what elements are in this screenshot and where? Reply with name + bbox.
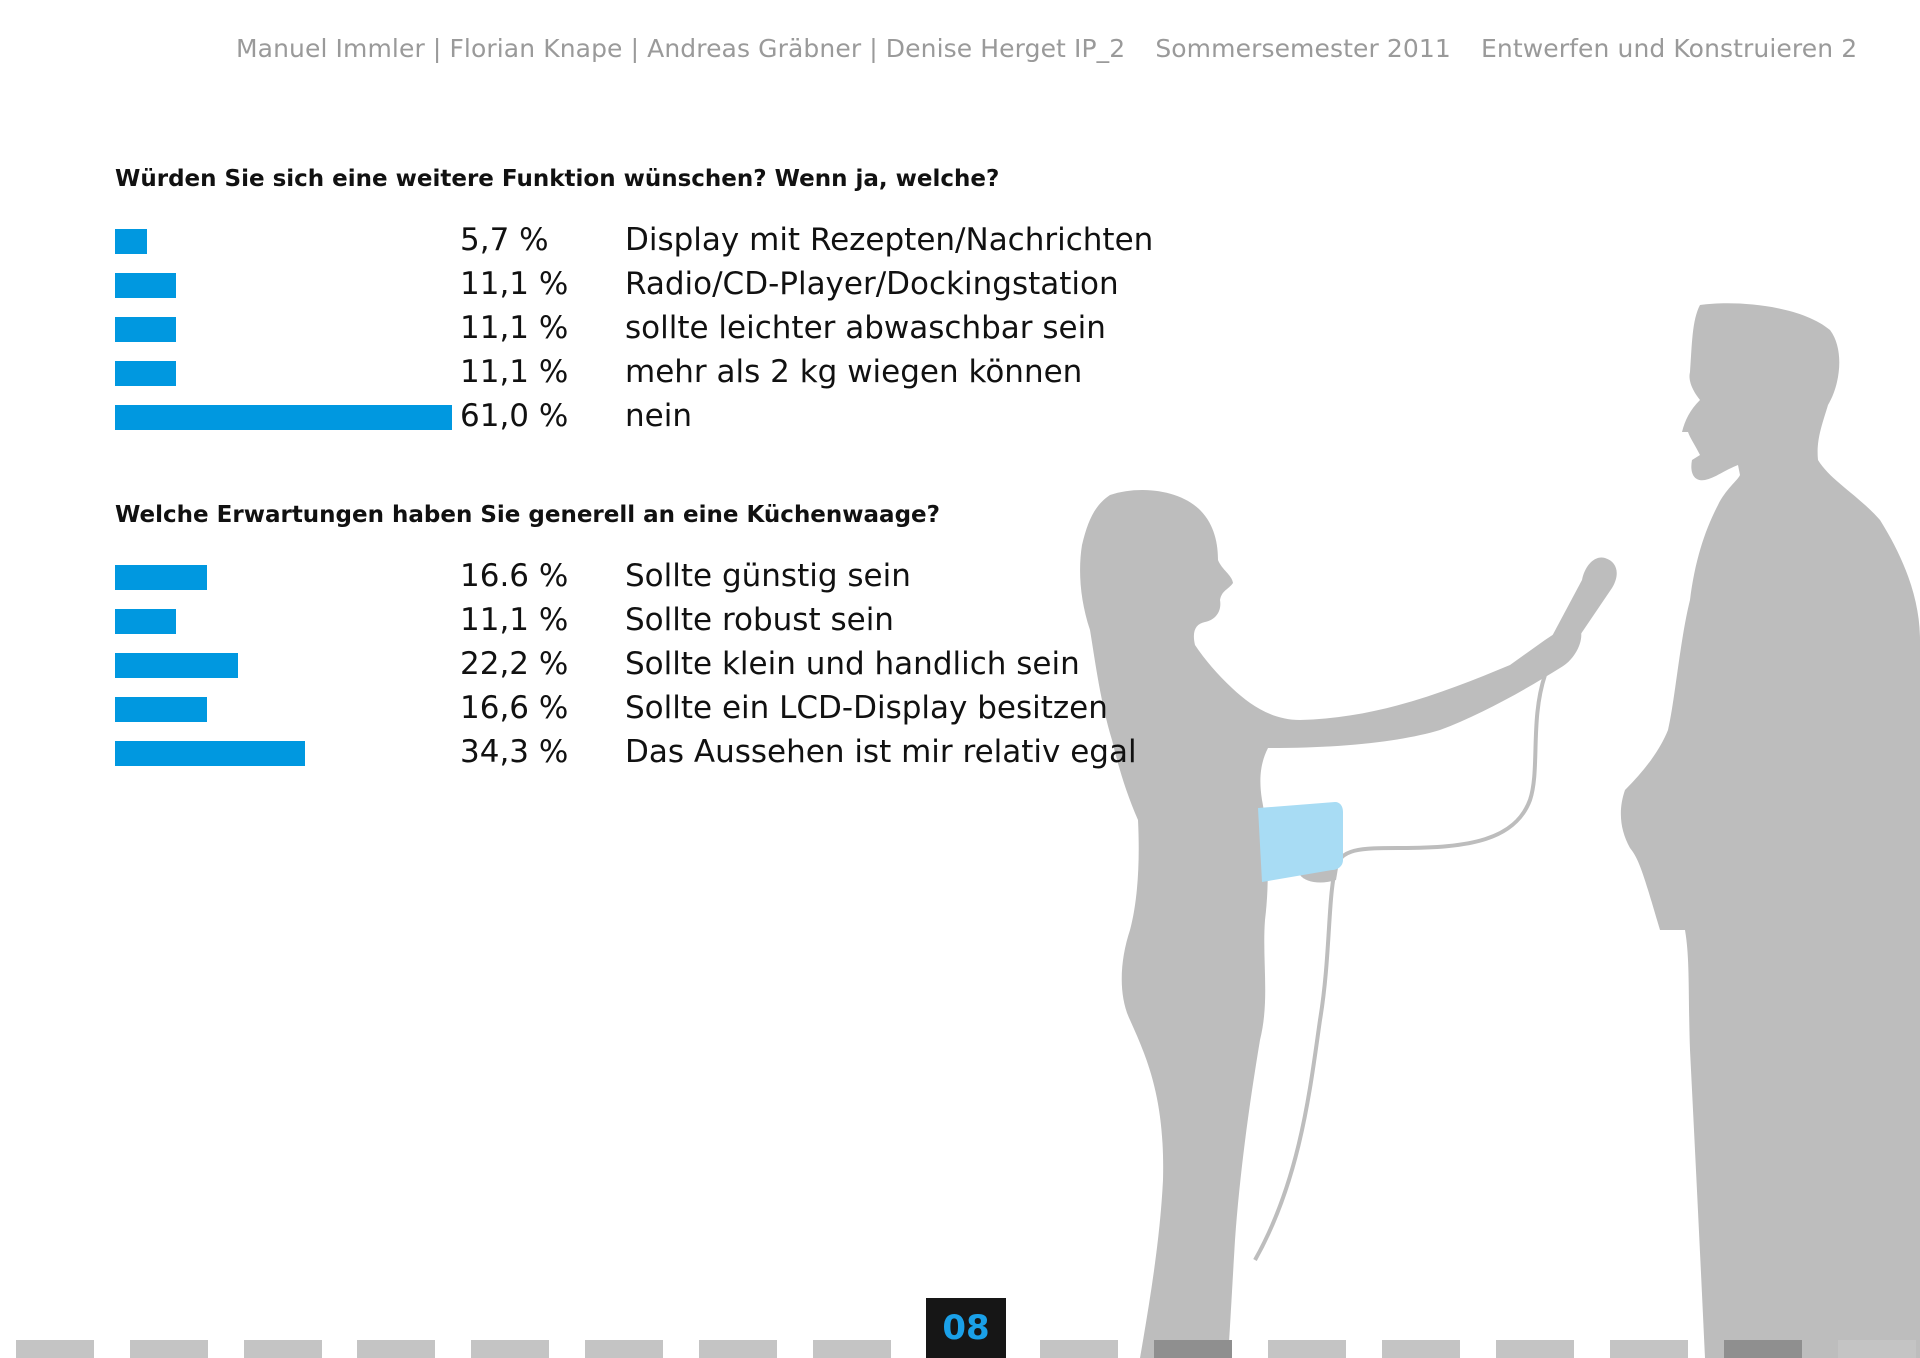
category-label-1-4: mehr als 2 kg wiegen können <box>625 354 1083 390</box>
bar-1-2 <box>115 273 176 298</box>
category-label-1-5: nein <box>625 398 692 434</box>
bar-2-4 <box>115 697 207 722</box>
value-label-2-4: 16,6 % <box>460 690 569 726</box>
value-label-2-2: 11,1 % <box>460 602 569 638</box>
category-label-2-5: Das Aussehen ist mir relativ egal <box>625 734 1137 770</box>
bar-1-3 <box>115 317 176 342</box>
category-label-1-3: sollte leichter abwaschbar sein <box>625 310 1106 346</box>
footer-segment <box>1496 1340 1574 1358</box>
chart-1-title: Würden Sie sich eine weitere Funktion wünschen? Wenn ja, welche? <box>115 166 1000 192</box>
footer-segment <box>1610 1340 1688 1358</box>
value-label-2-3: 22,2 % <box>460 646 569 682</box>
footer-segment <box>1838 1340 1916 1358</box>
footer-segment <box>1268 1340 1346 1358</box>
page-number: 08 <box>926 1298 1006 1358</box>
value-label-1-1: 5,7 % <box>460 222 549 258</box>
footer-segment <box>813 1340 891 1358</box>
category-label-1-1: Display mit Rezepten/Nachrichten <box>625 222 1154 258</box>
footer-segment <box>16 1340 94 1358</box>
bar-2-5 <box>115 741 305 766</box>
bar-1-4 <box>115 361 176 386</box>
microphone-cable <box>1255 675 1545 1260</box>
header-course: Entwerfen und Konstruieren 2 <box>1481 34 1858 63</box>
value-label-1-2: 11,1 % <box>460 266 569 302</box>
footer-segment <box>471 1340 549 1358</box>
header-authors: Manuel Immler | Florian Knape | Andreas Gräbner | Denise Herget IP_2 <box>236 34 1126 63</box>
value-label-1-5: 61,0 % <box>460 398 569 434</box>
bar-2-1 <box>115 565 207 590</box>
bar-1-5 <box>115 405 452 430</box>
chart-2-title: Welche Erwartungen haben Sie generell an eine Küchenwaage? <box>115 502 940 528</box>
category-label-2-4: Sollte ein LCD-Display besitzen <box>625 690 1108 726</box>
footer-segment <box>1382 1340 1460 1358</box>
kitchen-scale-device <box>1258 802 1343 882</box>
footer-segment <box>244 1340 322 1358</box>
value-label-1-3: 11,1 % <box>460 310 569 346</box>
man-silhouette <box>1621 303 1920 1358</box>
microphone-icon <box>1550 557 1617 650</box>
footer-segment <box>357 1340 435 1358</box>
value-label-2-1: 16.6 % <box>460 558 569 594</box>
footer-segment <box>130 1340 208 1358</box>
category-label-2-3: Sollte klein und handlich sein <box>625 646 1080 682</box>
category-label-2-1: Sollte günstig sein <box>625 558 911 594</box>
footer-segment <box>1040 1340 1118 1358</box>
bar-2-2 <box>115 609 176 634</box>
header-semester: Sommersemester 2011 <box>1155 34 1451 63</box>
footer-segment <box>585 1340 663 1358</box>
footer-segment <box>1724 1340 1802 1358</box>
footer-segment <box>699 1340 777 1358</box>
footer-segment <box>1154 1340 1232 1358</box>
value-label-1-4: 11,1 % <box>460 354 569 390</box>
bar-2-3 <box>115 653 238 678</box>
bar-1-1 <box>115 229 147 254</box>
category-label-2-2: Sollte robust sein <box>625 602 894 638</box>
category-label-1-2: Radio/CD-Player/Dockingstation <box>625 266 1119 302</box>
value-label-2-5: 34,3 % <box>460 734 569 770</box>
